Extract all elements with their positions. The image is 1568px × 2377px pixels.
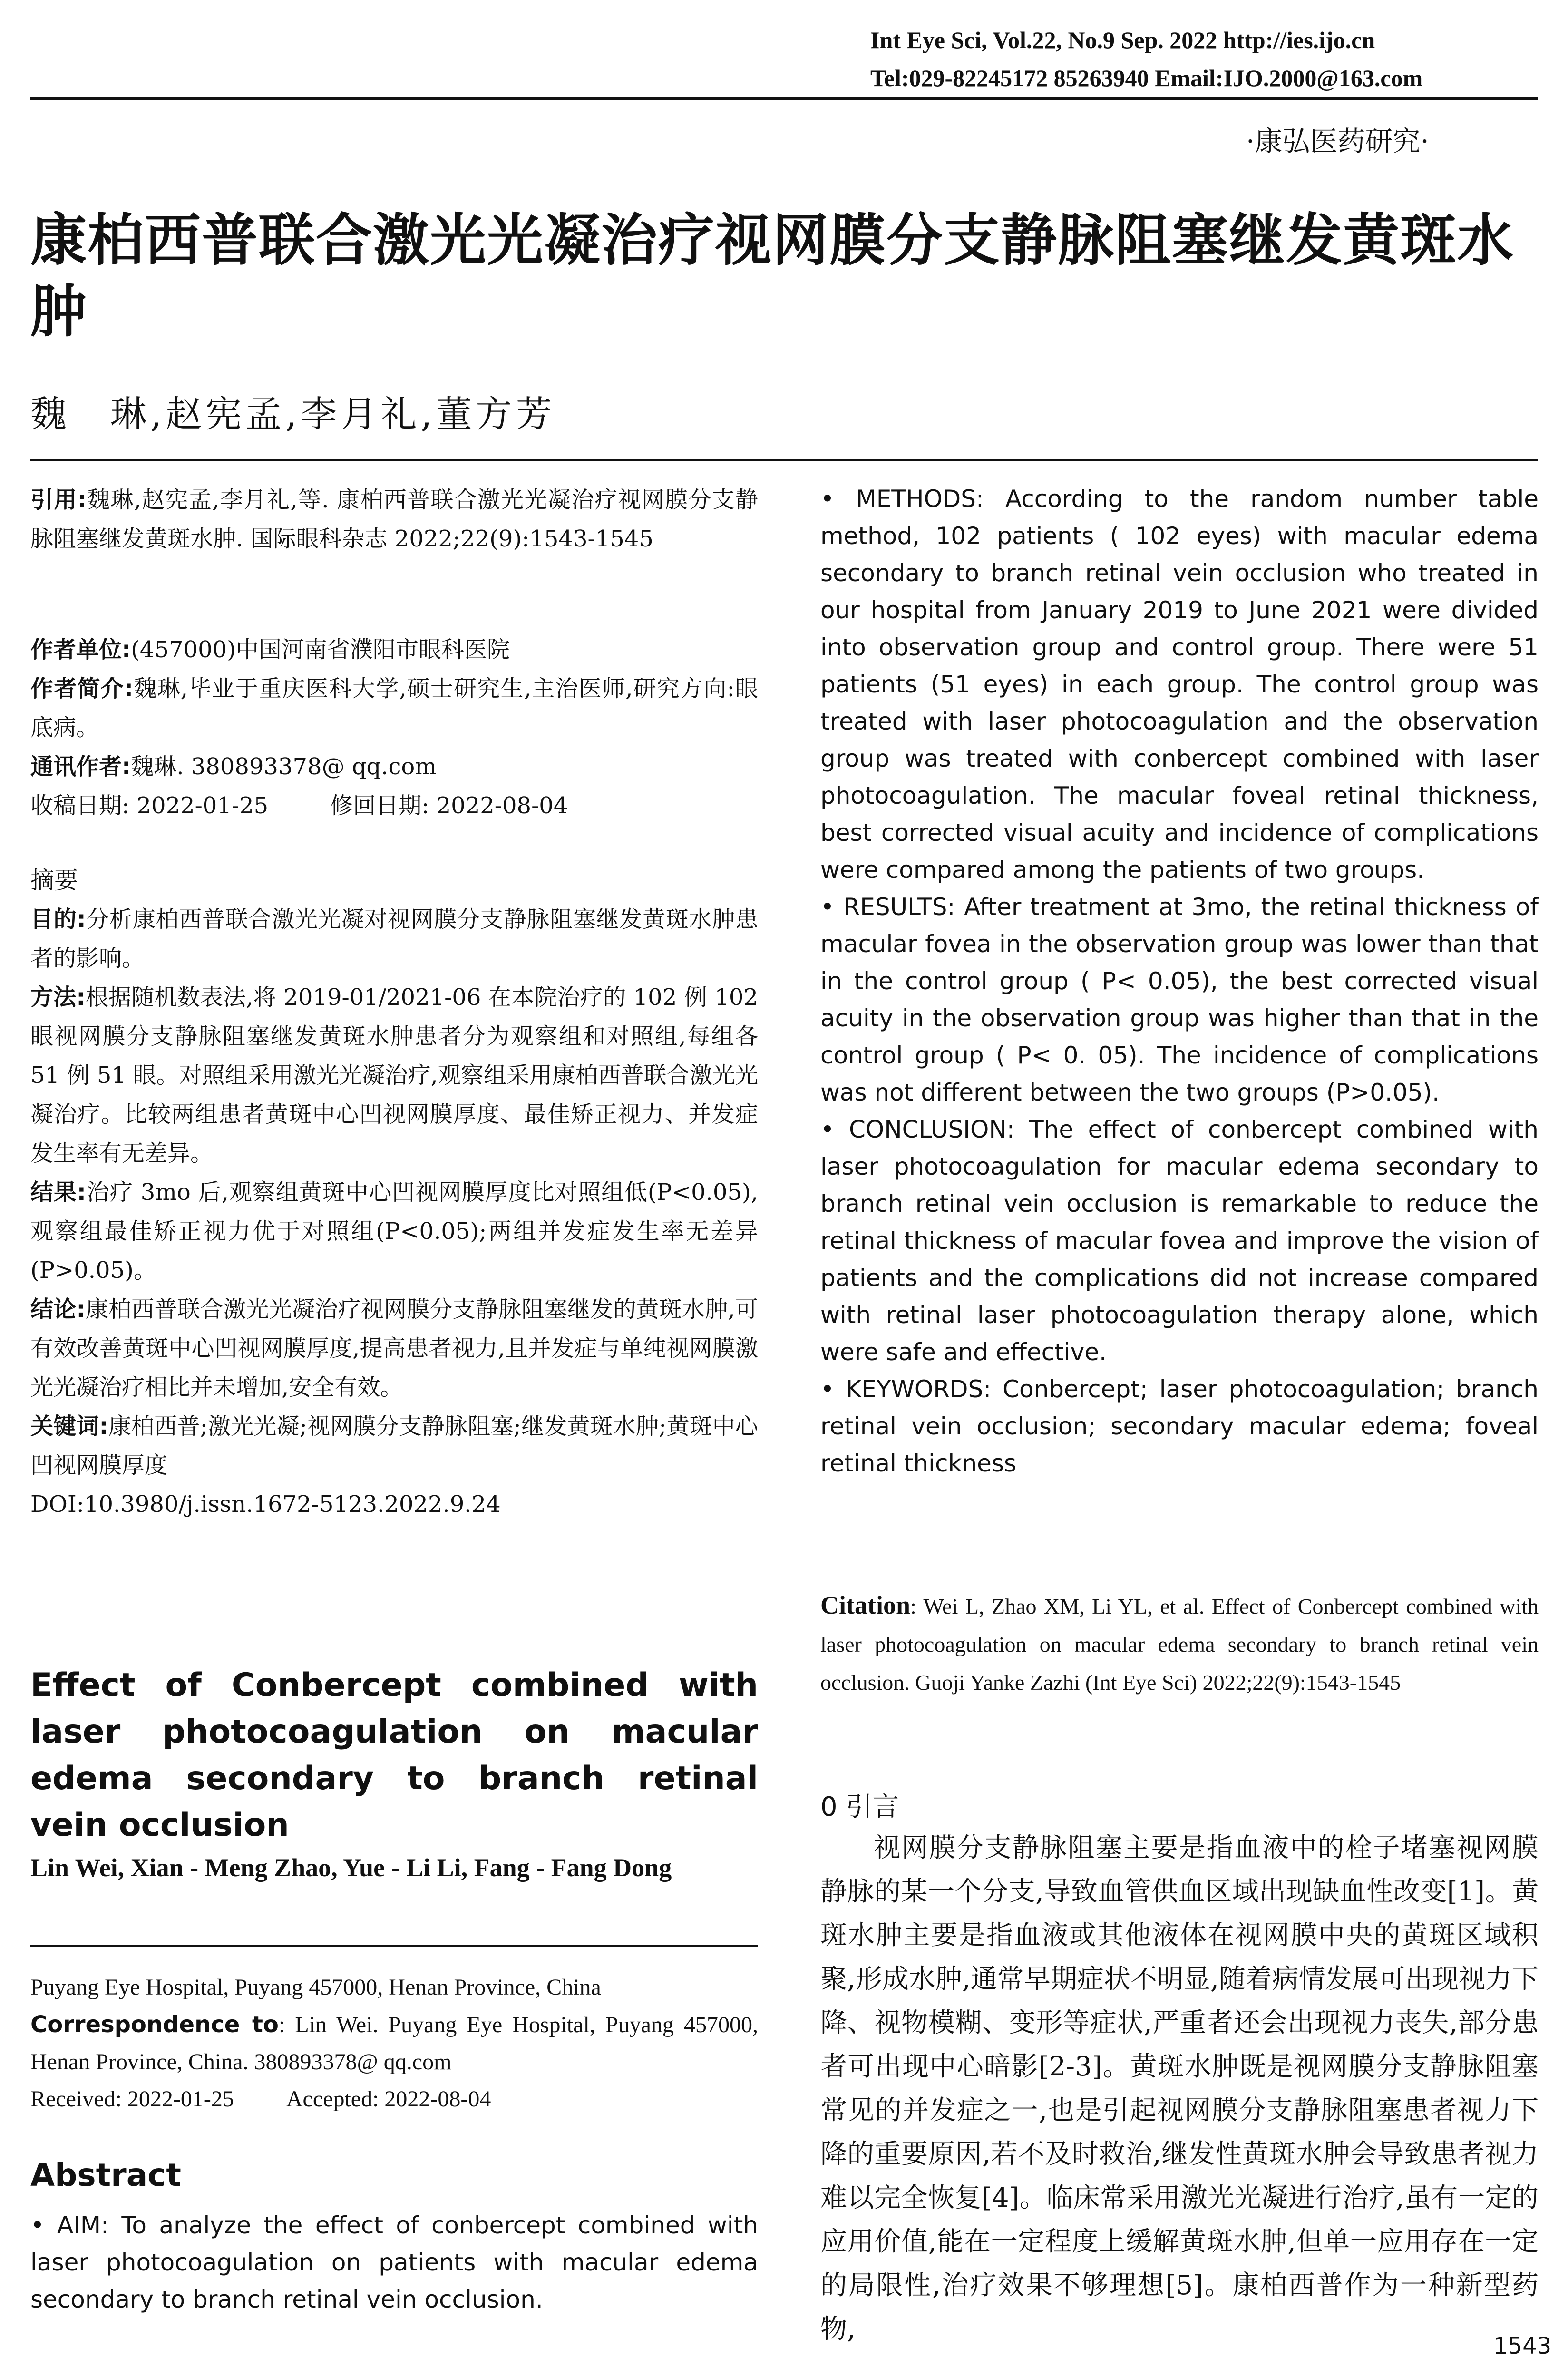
abstract-zh-heading: 摘要 bbox=[30, 867, 78, 894]
keywords-zh-label: 关键词: bbox=[30, 1413, 108, 1440]
authors-en: Lin Wei, Xian - Meng Zhao, Yue - Li Li, Fang - Fang Dong bbox=[30, 1853, 672, 1882]
citation-zh-block bbox=[30, 480, 758, 558]
introduction-heading: 0 引言 bbox=[820, 1792, 899, 1822]
keywords-en: • KEYWORDS: Conbercept; laser photocoagulation; branch retinal vein occlusion; secondary macular edema; foveal retinal thickness bbox=[820, 1375, 1539, 1477]
results-zh-text: 治疗 3mo 后,观察组黄斑中心凹视网膜厚度比对照组低(P<0.05),观察组最佳矫正视力优于对照组(P<0.05);两组并发症发生率无差异(P>0.05)。 bbox=[30, 1179, 758, 1284]
affiliation-en-block bbox=[30, 1969, 758, 2118]
authors-rule bbox=[30, 1945, 758, 1947]
unit-text: (457000)中国河南省濮阳市眼科医院 bbox=[131, 636, 510, 663]
conclusion-zh-label: 结论: bbox=[30, 1296, 86, 1323]
corr-zh-label: 通讯作者: bbox=[30, 753, 131, 780]
methods-zh-text: 根据随机数表法,将 2019-01/2021-06 在本院治疗的 102 例 102 眼视网膜分支静脉阻塞继发黄斑水肿患者分为观察组和对照组,每组各 51 例 51 眼。对照组采用激光光凝治疗,观察组采用康柏西普联合激光光凝治疗。比较两组患者黄斑中心凹视网膜厚度、最佳矫正视力、并发症发生率有无差异。 bbox=[30, 984, 758, 1167]
article-title-zh: 康柏西普联合激光光凝治疗视网膜分支静脉阻塞继发黄斑水肿 bbox=[30, 207, 1515, 344]
citation-zh-text: 魏琳,赵宪孟,李月礼,等. 康柏西普联合激光光凝治疗视网膜分支静脉阻塞继发黄斑水肿. 国际眼科杂志 2022;22(9):1543-1545 bbox=[30, 487, 758, 552]
aim-zh-label: 目的: bbox=[30, 906, 86, 933]
citation-zh-label: 引用: bbox=[30, 487, 87, 513]
journal-header-line1: Int Eye Sci, Vol.22, No.9 Sep. 2022 http://ies.ijo.cn bbox=[870, 27, 1375, 53]
abstract-en-continued bbox=[820, 480, 1539, 1482]
keywords-zh-text: 康柏西普;激光光凝;视网膜分支静脉阻塞;继发黄斑水肿;黄斑中心凹视网膜厚度 bbox=[30, 1413, 758, 1479]
abstract-zh-block bbox=[30, 861, 758, 1524]
introduction-body: 视网膜分支静脉阻塞主要是指血液中的栓子堵塞视网膜静脉的某一个分支,导致血管供血区域出现缺血性改变[1]。黄斑水肿主要是指血液或其他液体在视网膜中央的黄斑区域积聚,形成水肿,通常早期症状不明显,随着病情发展可出现视力下降、视物模糊、变形等症状,严重者还会出现视力丧失,部分患者可出现中心暗影[2-3]。黄斑水肿既是视网膜分支静脉阻塞常见的并发症之一,也是引起视网膜分支静脉阻塞患者视力下降的重要原因,若不及时救治,继发性黄斑水肿会导致患者视力难以完全恢复[4]。临床常采用激光光凝进行治疗,虽有一定的应用价值,能在一定程度上缓解黄斑水肿,但单一应用存在一定的局限性,治疗效果不够理想[5]。康柏西普作为一种新型药物, bbox=[820, 1832, 1539, 2345]
corr-zh-text: 魏琳. 380893378@ qq.com bbox=[131, 753, 437, 780]
conclusion-en: • CONCLUSION: The effect of conbercept combined with laser photocoagulation for macular edema secondary to branch retinal vein occlusion is remarkable to reduce the retinal thickness of macular fovea and improve the vision of patients and the complications did not increase compared with retinal laser photocoagulation therapy alone, which were safe and effective. bbox=[820, 1116, 1539, 1366]
methods-en: • METHODS: According to the random number table method, 102 patients ( 102 eyes) with macular edema secondary to branch retinal vein occlusion who treated in our hospital from January 2019 to June 2021 were divided into observation group and control group. There were 51 patients (51 eyes) in each group. The control group was treated with laser photocoagulation and the observation group was treated with conbercept combined with laser photocoagulation. The macular foveal retinal thickness, best corrected visual acuity and incidence of complications were compared among the patients of two groups. bbox=[820, 485, 1539, 884]
received-en: Received: 2022-01-25 bbox=[30, 2086, 234, 2112]
abstract-en-heading: Abstract bbox=[30, 2157, 181, 2193]
journal-header-line2: Tel:029-82245172 85263940 Email:IJO.2000@163.com bbox=[870, 65, 1423, 91]
bio-label: 作者简介: bbox=[30, 675, 134, 702]
page-number: 1543 bbox=[1493, 2333, 1552, 2359]
header-rule bbox=[30, 97, 1538, 100]
article-title-en: Effect of Conbercept combined with laser photocoagulation on macular edema secondary to branch retinal vein occlusion bbox=[30, 1666, 758, 1844]
column-label: ·康弘医药研究· bbox=[1246, 125, 1429, 157]
results-en: • RESULTS: After treatment at 3mo, the retinal thickness of macular fovea in the observation group was lower than that in the control group ( P< 0.05), the best corrected visual acuity in the observation group was higher than that in the control group ( P< 0. 05). The incidence of complications was not different between the two groups (P>0.05). bbox=[820, 893, 1539, 1106]
conclusion-zh-text: 康柏西普联合激光光凝治疗视网膜分支静脉阻塞继发的黄斑水肿,可有效改善黄斑中心凹视网膜厚度,提高患者视力,且并发症与单纯视网膜激光光凝治疗相比并未增加,安全有效。 bbox=[30, 1296, 758, 1401]
aim-en-block bbox=[30, 2207, 758, 2318]
correspondence-en-text: : Lin Wei. Puyang Eye Hospital, Puyang 457000, Henan Province, China. 380893378@ qq.com bbox=[30, 2012, 758, 2075]
authors-zh: 魏 琳,赵宪孟,李月礼,董方芳 bbox=[30, 393, 556, 435]
doi: DOI:10.3980/j.issn.1672-5123.2022.9.24 bbox=[30, 1491, 501, 1518]
affiliation-en: Puyang Eye Hospital, Puyang 457000, Henan Province, China bbox=[30, 1975, 601, 2000]
affiliation-zh-block bbox=[30, 630, 758, 825]
correspondence-en-label: Correspondence to bbox=[30, 2011, 279, 2038]
aim-en: • AIM: To analyze the effect of conbercept combined with laser photocoagulation on patients with macular edema secondary to branch retinal vein occlusion. bbox=[30, 2211, 758, 2313]
title-rule bbox=[30, 459, 1538, 461]
citation-en-text: : Wei L, Zhao XM, Li YL, et al. Effect of Conbercept combined with laser photocoagulation on macular edema secondary to branch retinal vein occlusion. Guoji Yanke Zazhi (Int Eye Sci) 2022;22(9):1543-1545 bbox=[820, 1594, 1539, 1695]
revised-zh: 修回日期: 2022-08-04 bbox=[330, 792, 568, 819]
citation-en-label: Citation bbox=[820, 1591, 910, 1619]
methods-zh-label: 方法: bbox=[30, 984, 86, 1011]
bio-text: 魏琳,毕业于重庆医科大学,硕士研究生,主治医师,研究方向:眼底病。 bbox=[30, 675, 758, 741]
results-zh-label: 结果: bbox=[30, 1179, 86, 1206]
citation-en-block bbox=[820, 1586, 1539, 1702]
received-zh: 收稿日期: 2022-01-25 bbox=[30, 792, 269, 819]
aim-zh-text: 分析康柏西普联合激光光凝对视网膜分支静脉阻塞继发黄斑水肿患者的影响。 bbox=[30, 906, 758, 972]
unit-label: 作者单位: bbox=[30, 636, 131, 663]
accepted-en: Accepted: 2022-08-04 bbox=[286, 2086, 491, 2112]
